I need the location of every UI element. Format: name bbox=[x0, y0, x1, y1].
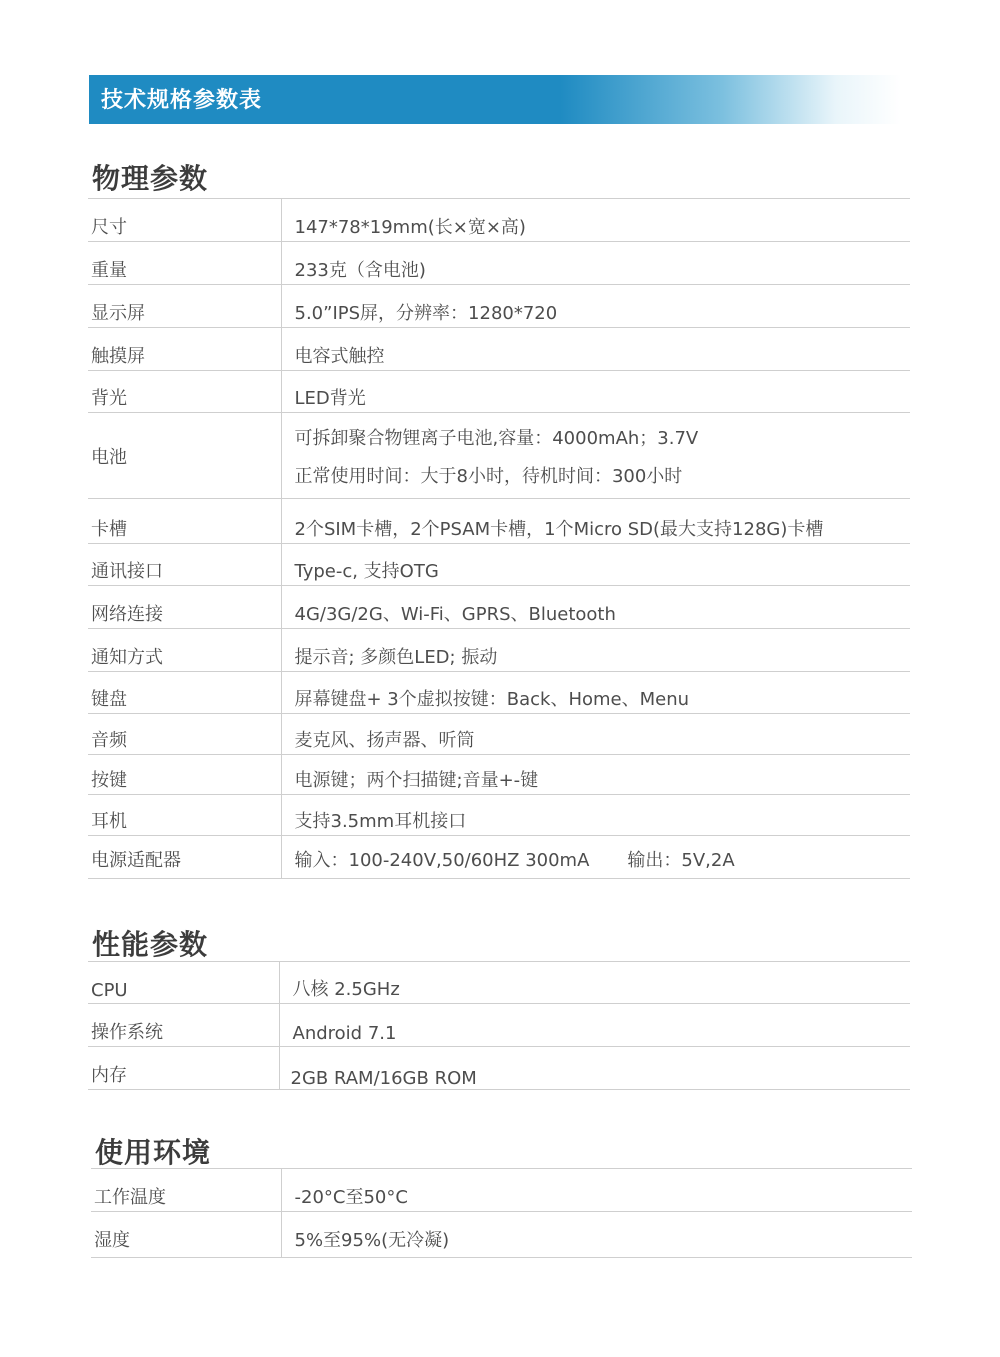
spec-label: 通知方式 bbox=[88, 629, 281, 672]
spec-value-output: 输出：5V,2A bbox=[627, 850, 735, 871]
table-row bbox=[91, 1212, 912, 1258]
table-row bbox=[88, 199, 910, 242]
spec-label: 按键 bbox=[88, 755, 281, 795]
table-row bbox=[88, 962, 910, 1004]
page-title: 技术规格参数表 bbox=[101, 88, 263, 113]
spec-value: 屏幕键盘+ 3个虚拟按键：Back、Home、Menu bbox=[281, 672, 910, 714]
spec-label: 电源适配器 bbox=[88, 836, 281, 879]
table-row bbox=[88, 586, 910, 629]
physical-spec-table bbox=[88, 198, 910, 879]
table-row bbox=[88, 755, 910, 795]
spec-value: 5%至95%(无冷凝) bbox=[281, 1212, 912, 1258]
table-row bbox=[88, 544, 910, 586]
spec-value: 提示音; 多颜色LED; 振动 bbox=[281, 629, 910, 672]
spec-label: 湿度 bbox=[91, 1212, 281, 1258]
table-row bbox=[91, 1169, 912, 1212]
spec-value: 147*78*19mm(长×宽×高) bbox=[281, 199, 910, 242]
spec-label: 卡槽 bbox=[88, 499, 281, 544]
table-row bbox=[88, 328, 910, 371]
table-row bbox=[88, 629, 910, 672]
spec-value: LED背光 bbox=[281, 371, 910, 413]
spec-label: 音频 bbox=[88, 714, 281, 755]
environment-spec-table bbox=[91, 1168, 912, 1258]
spec-label: 通讯接口 bbox=[88, 544, 281, 586]
spec-value: -20°C至50°C bbox=[281, 1169, 912, 1212]
spec-value: 电容式触控 bbox=[281, 328, 910, 371]
spec-label: 电池 bbox=[88, 413, 281, 499]
table-row bbox=[88, 1047, 910, 1090]
spec-label: 键盘 bbox=[88, 672, 281, 714]
spec-value: Android 7.1 bbox=[279, 1004, 910, 1047]
spec-value-line2: 正常使用时间：大于8小时，待机时间：300小时 bbox=[294, 465, 683, 487]
spec-value: Type-c, 支持OTG bbox=[281, 544, 910, 586]
spec-label: 触摸屏 bbox=[88, 328, 281, 371]
section-title-performance: 性能参数 bbox=[92, 928, 209, 961]
spec-value: 输入：100-240V,50/60HZ 300mA bbox=[294, 850, 590, 871]
spec-label: CPU bbox=[88, 962, 279, 1004]
spec-label: 内存 bbox=[88, 1047, 279, 1090]
spec-label: 尺寸 bbox=[88, 199, 281, 242]
spec-value: 支持3.5mm耳机接口 bbox=[281, 795, 910, 836]
table-row bbox=[88, 371, 910, 413]
table-row bbox=[88, 714, 910, 755]
header-banner bbox=[89, 75, 901, 124]
table-row bbox=[88, 795, 910, 836]
spec-label: 耳机 bbox=[88, 795, 281, 836]
table-row bbox=[88, 242, 910, 285]
spec-label: 操作系统 bbox=[88, 1004, 279, 1047]
section-title-environment: 使用环境 bbox=[95, 1136, 212, 1169]
spec-value: 可拆卸聚合物锂离子电池,容量：4000mAh；3.7V bbox=[294, 427, 699, 449]
spec-value-group bbox=[281, 836, 910, 879]
spec-value: 4G/3G/2G、Wi-Fi、GPRS、Bluetooth bbox=[281, 586, 910, 629]
table-row bbox=[88, 672, 910, 714]
table-row bbox=[88, 413, 910, 499]
spec-value: 麦克风、扬声器、听筒 bbox=[281, 714, 910, 755]
spec-value: 2个SIM卡槽，2个PSAM卡槽，1个Micro SD(最大支持128G)卡槽 bbox=[281, 499, 910, 544]
section-title-physical: 物理参数 bbox=[92, 162, 209, 195]
table-row bbox=[88, 499, 910, 544]
spec-value-group bbox=[281, 413, 910, 499]
spec-value: 233克（含电池) bbox=[281, 242, 910, 285]
spec-value: 八核 2.5GHz bbox=[279, 962, 910, 1004]
spec-label: 网络连接 bbox=[88, 586, 281, 629]
spec-label: 工作温度 bbox=[91, 1169, 281, 1212]
table-row bbox=[88, 285, 910, 328]
spec-label: 显示屏 bbox=[88, 285, 281, 328]
spec-value: 5.0”IPS屏，分辨率：1280*720 bbox=[281, 285, 910, 328]
spec-label: 背光 bbox=[88, 371, 281, 413]
spec-label: 重量 bbox=[88, 242, 281, 285]
spec-value: 电源键；两个扫描键;音量+-键 bbox=[281, 755, 910, 795]
table-row bbox=[88, 1004, 910, 1047]
spec-value: 2GB RAM/16GB ROM bbox=[279, 1047, 910, 1090]
table-row bbox=[88, 836, 910, 879]
performance-spec-table bbox=[88, 961, 910, 1090]
